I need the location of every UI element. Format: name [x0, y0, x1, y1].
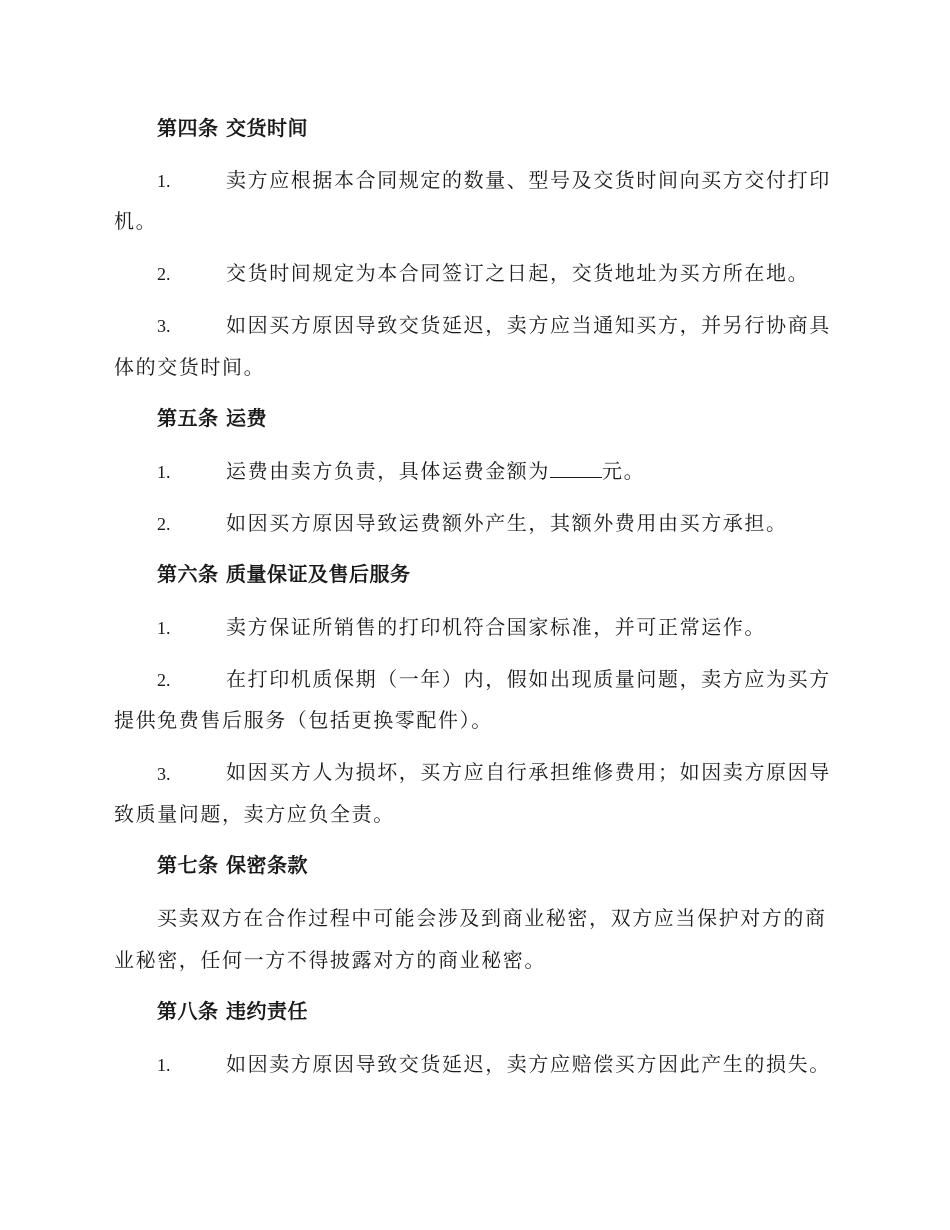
item-text: 如因卖方原因导致交货延迟，卖方应赔偿买方因此产生的损失。 [226, 1052, 831, 1076]
item-text: 卖方保证所销售的打印机符合国家标准，并可正常运作。 [226, 615, 766, 639]
item-text: 如因买方人为损坏，买方应自行承担维修费用；如因卖方原因导 [226, 760, 831, 784]
item-text: 交货时间规定为本合同签订之日起，交货地址为买方所在地。 [226, 261, 810, 285]
paragraph-text-continued: 业秘密，任何一方不得披露对方的商业秘密。 [114, 948, 546, 972]
item-text-continued: 提供免费售后服务（包括更换零配件）。 [114, 708, 493, 732]
item-number: 1. [157, 618, 171, 638]
item-number: 1. [157, 462, 171, 482]
fill-in-blank [550, 459, 602, 478]
item-text: 如因买方原因导致交货延迟，卖方应当通知买方，并另行协商具 [226, 313, 831, 337]
section-heading-5: 第五条 运费 [157, 406, 267, 430]
section-heading-6: 第六条 质量保证及售后服务 [157, 562, 411, 586]
item-text-continued: 致质量问题，卖方应负全责。 [114, 802, 395, 826]
section-heading-4: 第四条 交货时间 [157, 116, 308, 140]
item-text: 卖方应根据本合同规定的数量、型号及交货时间向买方交付打印 [226, 168, 831, 192]
item-number: 1. [157, 171, 171, 191]
item-number: 3. [157, 316, 171, 336]
item-text-continued: 机。 [114, 209, 158, 233]
item-number: 3. [157, 764, 171, 784]
item-text: 如因买方原因导致运费额外产生，其额外费用由买方承担。 [226, 511, 788, 535]
item-text-before-blank: 运费由卖方负责，具体运费金额为 [226, 459, 550, 483]
item-number: 2. [157, 514, 171, 534]
section-heading-7: 第七条 保密条款 [157, 853, 308, 877]
paragraph-text: 买卖双方在合作过程中可能会涉及到商业秘密，双方应当保护对方的商 [157, 906, 827, 930]
item-text: 在打印机质保期（一年）内，假如出现质量问题，卖方应为买方 [226, 667, 831, 691]
item-text-continued: 体的交货时间。 [114, 355, 266, 379]
item-number: 1. [157, 1055, 171, 1075]
section-heading-8: 第八条 违约责任 [157, 999, 308, 1023]
item-number: 2. [157, 670, 171, 690]
item-text [226, 459, 645, 483]
item-number: 2. [157, 264, 171, 284]
item-text-after-blank: 元。 [602, 459, 646, 483]
